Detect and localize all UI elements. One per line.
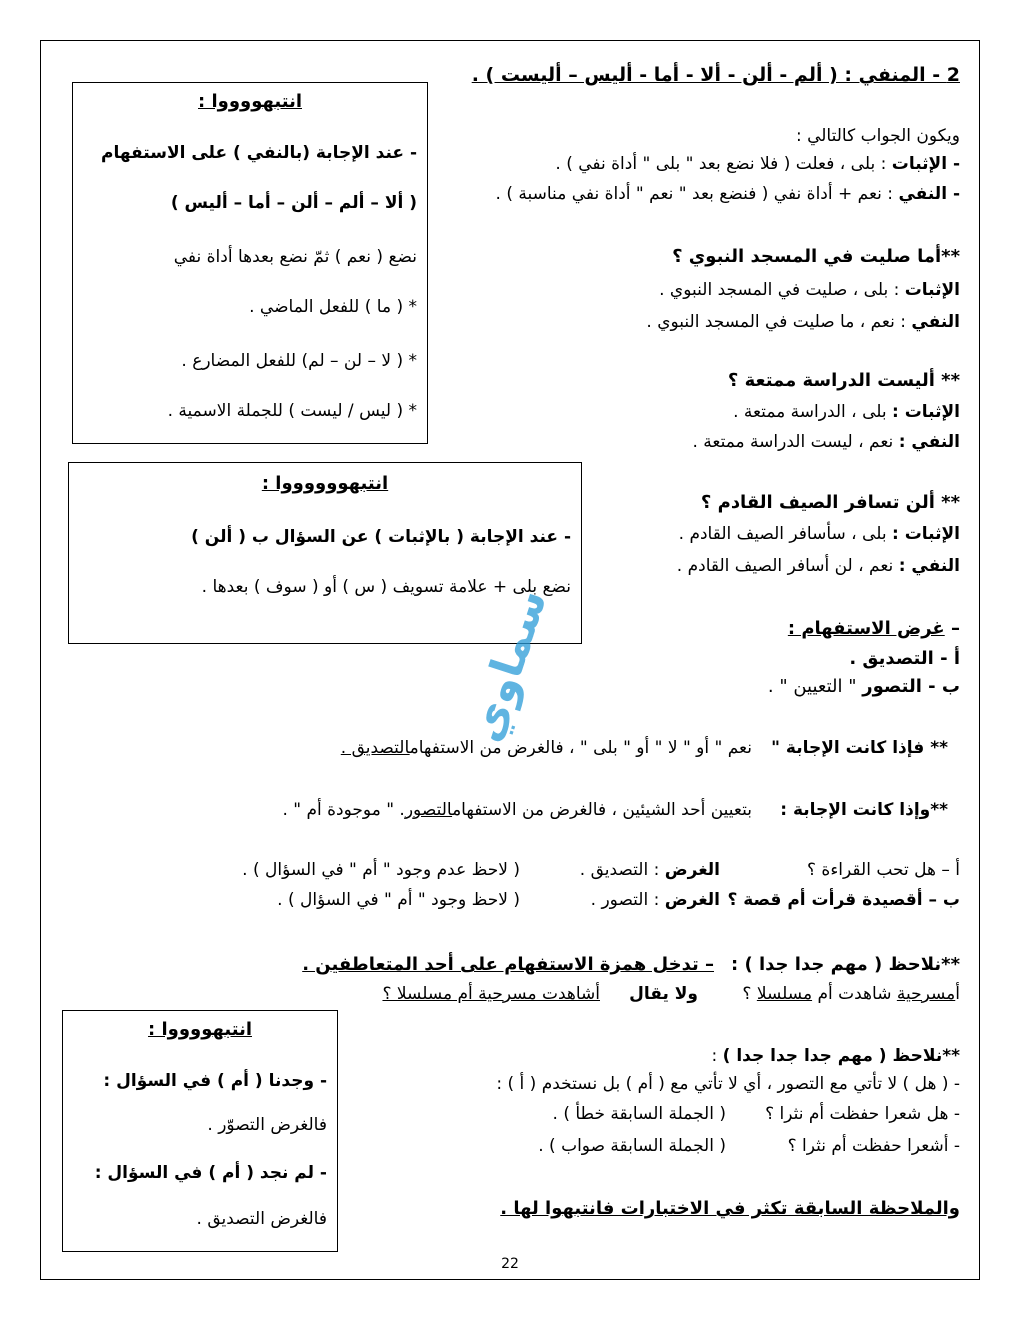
notice-box-3 xyxy=(62,1010,338,1252)
box2-line2: نضع بلى + علامة تسويف ( س ) أو ( سوف ) بعدها . xyxy=(201,577,571,597)
label: **نلاحظ ( مهم جدا جدا جدا ) xyxy=(722,1046,960,1066)
example1-nafy xyxy=(646,312,960,332)
dash: – xyxy=(944,618,960,639)
q: ب – أقصيدة قرأت أم قصة ؟ xyxy=(727,890,960,910)
example-a-question: أ – هل تحب القراءة ؟ xyxy=(806,860,960,880)
box1-line5: * ( لا – لن – لم) للفعل المضارع . xyxy=(181,351,417,371)
label: الغرض xyxy=(664,860,720,880)
tail: التصور xyxy=(404,800,453,820)
label: النفي : xyxy=(898,432,960,452)
q: ؟ xyxy=(742,984,757,1004)
box1-line6: * ( ليس / ليست ) للجملة الاسمية . xyxy=(167,401,417,421)
example-a-purpose xyxy=(580,860,720,880)
text: بتعيين أحد الشيئين ، فالغرض من الاستفهام xyxy=(452,800,752,820)
if-yes-label xyxy=(771,738,948,758)
label: - الإثبات xyxy=(891,154,960,174)
purpose-title xyxy=(788,618,960,639)
note1-wrong: أشاهدت مسرحية أم مسلسلا ؟ xyxy=(382,984,600,1004)
example-a-note: ( لاحظ عدم وجود " أم " في السؤال ) . xyxy=(242,860,520,880)
end: . " موجودة أم " . xyxy=(282,800,405,820)
purpose-b xyxy=(768,676,960,697)
text: نعم ، لن أسافر الصيف القادم . xyxy=(676,556,899,576)
purpose-a: أ - التصديق . xyxy=(849,648,960,669)
box3-line4: فالغرض التصديق . xyxy=(196,1209,327,1229)
intro-line: ويكون الجواب كالتالي : xyxy=(795,126,960,146)
watermark: سماوي xyxy=(459,582,557,749)
note1-not-said: ولا يقال xyxy=(629,984,698,1004)
label: الإثبات : xyxy=(892,524,960,544)
notice-box-1 xyxy=(72,82,428,444)
box2-title: انتبهووووووا : xyxy=(261,473,389,494)
text: " التعيين " . xyxy=(767,676,863,697)
example1-question: **أما صليت في المسجد النبوي ؟ xyxy=(672,246,960,267)
text: : نعم ، ما صليت في المسجد النبوي . xyxy=(646,312,912,332)
example-b-question xyxy=(727,890,960,910)
pre: أ xyxy=(955,984,960,1004)
final-note: والملاحظة السابقة تكثر في الاختبارات فانتبهوا لها . xyxy=(500,1198,960,1219)
label: النفي : xyxy=(898,556,960,576)
w2: مسلسلا xyxy=(756,984,813,1004)
note2-line2a: - هل شعرا حفظت أم نثرا ؟ xyxy=(765,1104,960,1124)
page-number: 22 xyxy=(501,1256,519,1272)
note2-line2b: ( الجملة السابقة خطأ ) . xyxy=(552,1104,726,1124)
note1-label: **نلاحظ ( مهم جدا جدا ) : xyxy=(731,954,960,975)
text: بلى ، الدراسة ممتعة . xyxy=(733,402,892,422)
text: : نعم + أداة نفي ( فنضع بعد " نعم " أداة نفي مناسبة ) . xyxy=(495,184,899,204)
note2-line1: - ( هل ) لا تأتي مع التصور ، أي لا تأتي مع ( أم ) بل نستخدم ( أ ) : xyxy=(496,1074,960,1094)
text: نعم " أو " لا " أو " بلى " ، فالغرض من الاستفهام xyxy=(409,738,752,758)
section-heading: 2 - المنفي : ( ألم - ألن - ألا - أما - أليس – أليست ) . xyxy=(471,64,960,86)
box1-title: انتبهووووا : xyxy=(198,91,302,112)
label: - النفي xyxy=(898,184,960,204)
box3-line1: - وجدنا ( أم ) في السؤال : xyxy=(103,1071,327,1091)
tail: التصديق . xyxy=(340,738,410,758)
note1-text: – تدخل همزة الاستفهام على أحد المتعاطفين . xyxy=(302,954,714,975)
text: نعم ، ليست الدراسة ممتعة . xyxy=(692,432,899,452)
example3-nafy xyxy=(677,556,960,576)
note2-heading xyxy=(712,1046,961,1066)
if-select-text xyxy=(282,800,752,820)
rule-ithbat xyxy=(555,154,960,174)
box3-line2: فالغرض التصوّر . xyxy=(207,1115,327,1135)
example3-ithbat xyxy=(679,524,960,544)
colon: : xyxy=(711,1046,723,1066)
title: غرض الاستفهام : xyxy=(787,618,945,639)
box3-line3: - لم نجد ( أم ) في السؤال : xyxy=(94,1163,327,1183)
rule-nafy xyxy=(496,184,960,204)
box1-line4: * ( ما ) للفعل الماضي . xyxy=(249,297,417,317)
box3-title: انتبهووووا : xyxy=(148,1019,252,1040)
label: ** فإذا كانت الإجابة " xyxy=(771,738,948,758)
if-yes-text xyxy=(341,738,752,758)
note2-line3b: ( الجملة السابقة صواب ) . xyxy=(538,1136,726,1156)
text: : بلى ، فعلت ( فلا نضع بعد " بلى " أداة نفي ) . xyxy=(555,154,892,174)
if-select-label xyxy=(780,800,948,820)
label: الإثبات xyxy=(904,280,960,300)
example-b-purpose xyxy=(591,890,720,910)
example-b-note: ( لاحظ وجود " أم " في السؤال ) . xyxy=(277,890,520,910)
example2-question: ** أليست الدراسة ممتعة ؟ xyxy=(727,370,960,391)
note2-line3a: - أشعرا حفظت أم نثرا ؟ xyxy=(787,1136,960,1156)
label: الإثبات : xyxy=(892,402,960,422)
example1-ithbat xyxy=(659,280,960,300)
box2-line1: - عند الإجابة ( بالإثبات ) عن السؤال ب ( ألن ) xyxy=(191,527,571,547)
val: : التصور . xyxy=(590,890,665,910)
label: الغرض xyxy=(664,890,720,910)
label: النفي xyxy=(911,312,960,332)
example2-nafy xyxy=(692,432,960,452)
val: : التصديق . xyxy=(579,860,665,880)
label: ب - التصور xyxy=(862,676,960,697)
box1-line1: - عند الإجابة (بالنفي ) على الاستفهام xyxy=(100,143,417,163)
example2-ithbat xyxy=(733,402,960,422)
example3-question: ** ألن تسافر الصيف القادم ؟ xyxy=(700,492,960,513)
text: : بلى ، صليت في المسجد النبوي . xyxy=(659,280,905,300)
box1-line2: ( ألا – ألم – ألن – أما – أليس ) xyxy=(170,193,417,213)
label: **وإذا كانت الإجابة : xyxy=(780,800,948,820)
text: بلى ، سأسافر الصيف القادم . xyxy=(678,524,892,544)
w1: مسرحية xyxy=(896,984,956,1004)
mid: شاهدت أم xyxy=(812,984,897,1004)
box1-line3: نضع ( نعم ) ثمّ نضع بعدها أداة نفي xyxy=(173,247,417,267)
note1-example xyxy=(742,984,960,1004)
